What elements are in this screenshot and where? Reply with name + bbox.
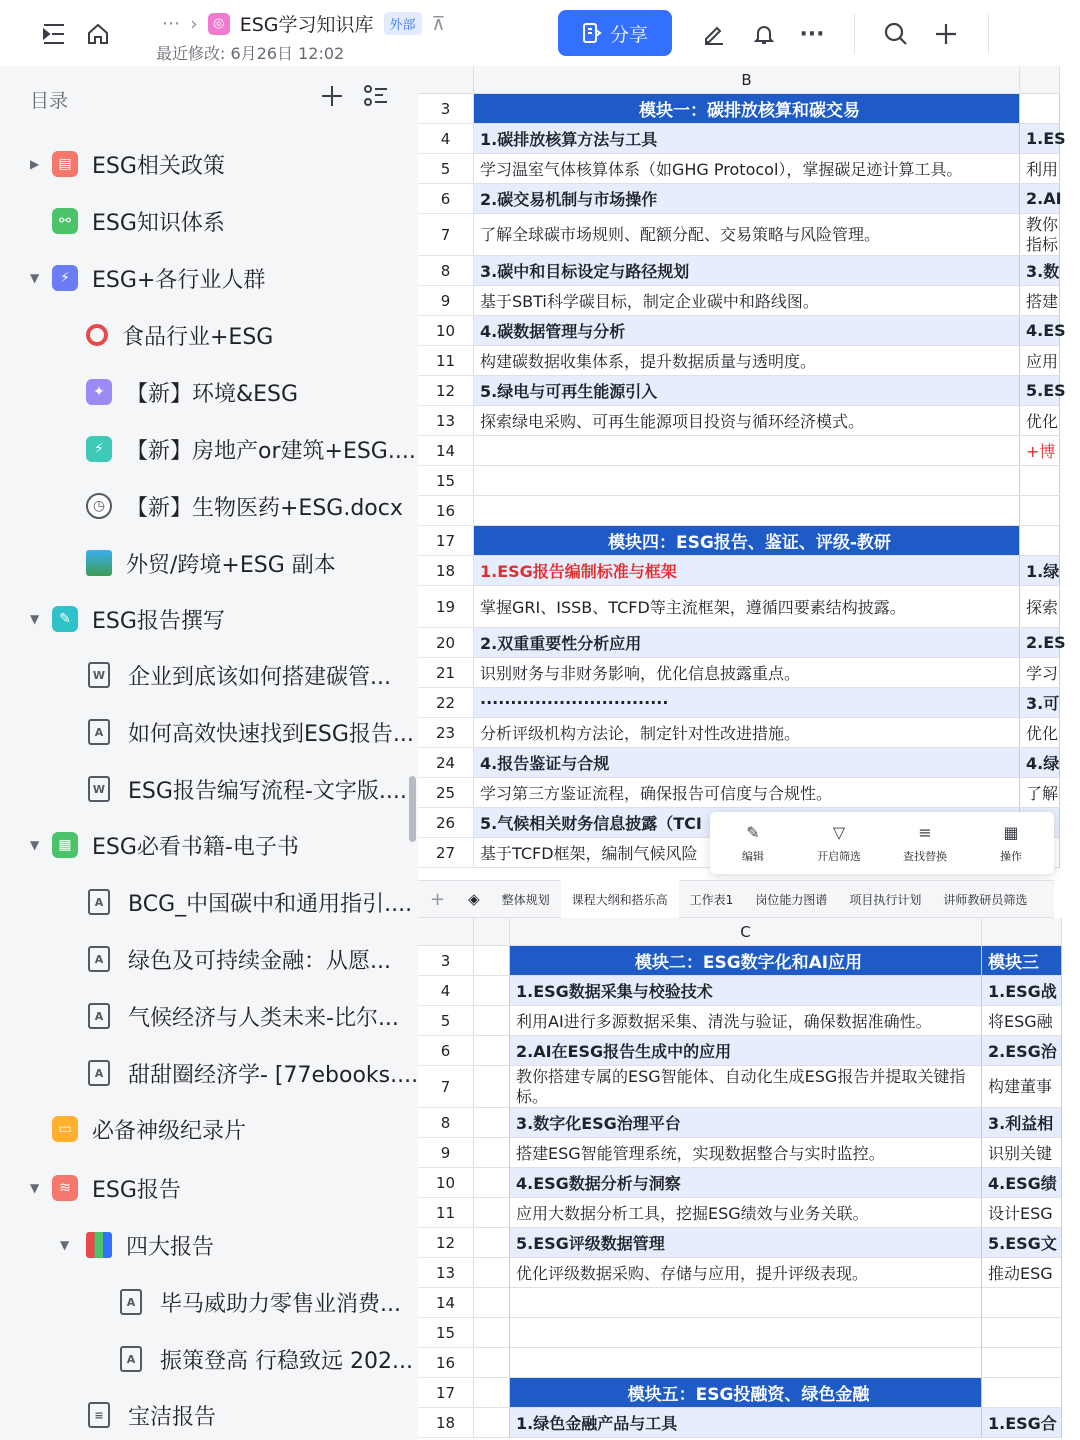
top-bar — [0, 0, 1080, 66]
empty-cell[interactable] — [474, 1348, 510, 1378]
tab-sheet[interactable]: 讲师教研员筛选 — [943, 892, 1028, 907]
row-number[interactable]: 23 — [418, 718, 474, 748]
ops-label: 操作 — [1000, 849, 1022, 863]
add-doc-icon[interactable] — [318, 82, 346, 110]
row-number[interactable]: 20 — [418, 628, 474, 658]
share-icon — [582, 22, 602, 44]
sidebar-item-esg-industry[interactable] — [30, 256, 266, 300]
table-cell[interactable]: 5.气候相关财务信息披露（TCI — [474, 808, 1020, 838]
table-cell[interactable]: 模块三 — [982, 946, 1062, 976]
table-cell[interactable]: 4.ESG数据分析与洞察 — [510, 1168, 982, 1198]
landscape-icon — [86, 550, 112, 576]
breadcrumb-more[interactable]: ··· — [162, 12, 181, 35]
table-cell[interactable] — [982, 1288, 1062, 1318]
collapse-arrow-icon[interactable]: ▼ — [60, 1238, 70, 1252]
table-cell[interactable]: 5.ESG文 — [982, 1228, 1062, 1258]
sidebar-item-label: 振策登高 行稳致远 202... — [160, 1348, 413, 1374]
table-cell[interactable] — [1020, 496, 1060, 526]
folder-red-icon: ▤ — [52, 151, 78, 177]
sidebar-item-big-four[interactable] — [60, 1223, 215, 1267]
sidebar-item-doc[interactable] — [88, 653, 391, 697]
pdf-doc-icon: A — [88, 719, 110, 745]
sidebar-item-label: ESG必看书籍-电子书 — [92, 834, 299, 860]
word-doc-icon: W — [88, 776, 110, 802]
row-number[interactable]: 7 — [418, 214, 474, 256]
table-cell[interactable]: 3.数 — [1020, 256, 1060, 286]
find-label: 查找替换 — [903, 849, 947, 863]
sidebar-item-doc[interactable] — [88, 994, 399, 1038]
table-cell[interactable]: 探索绿电采购、可再生能源项目投资与循环经济模式。 — [474, 406, 1020, 436]
table-cell[interactable]: 5.绿电与可再生能源引入 — [474, 376, 1020, 406]
grid-icon: ▦ — [1003, 822, 1019, 842]
row-number[interactable]: 3 — [418, 94, 474, 124]
table-cell[interactable]: 应用 — [1020, 346, 1060, 376]
row-number[interactable]: 8 — [418, 256, 474, 286]
table-cell[interactable]: 构建碳数据收集体系，提升数据质量与透明度。 — [474, 346, 1020, 376]
collapse-arrow-icon[interactable]: ▼ — [30, 838, 40, 852]
list-settings-icon[interactable] — [362, 82, 390, 110]
filter-button[interactable] — [796, 812, 882, 874]
table-cell[interactable]: 3.可 — [1020, 688, 1060, 718]
row-number[interactable]: 12 — [418, 376, 474, 406]
sidebar-item-label: ESG报告编写流程-文字版.... — [128, 778, 407, 804]
table-cell[interactable]: 学习 — [1020, 658, 1060, 688]
table-cell[interactable] — [474, 496, 1020, 526]
empty-cell[interactable] — [474, 1318, 510, 1348]
collapse-arrow-icon[interactable]: ▼ — [30, 271, 40, 285]
row-number[interactable]: 24 — [418, 748, 474, 778]
bulb-icon: ✦ — [86, 379, 112, 405]
sidebar-item-report-writing[interactable] — [30, 597, 225, 641]
row-number[interactable]: 15 — [418, 1318, 474, 1348]
table-cell[interactable]: 搭建 — [1020, 286, 1060, 316]
column-header-c[interactable] — [1020, 66, 1060, 94]
last-modified: 最近修改: 6月26日 12:02 — [156, 44, 345, 63]
table-cell[interactable]: 掌握GRI、ISSB、TCFD等主流框架，遵循四要素结构披露。 — [474, 586, 1020, 628]
share-button[interactable] — [558, 10, 672, 56]
sidebar-item-trade[interactable] — [86, 541, 336, 585]
video-icon: ▭ — [52, 1116, 78, 1142]
sidebar-item-label: 必备神级纪录片 — [92, 1118, 247, 1144]
table-cell[interactable]: 2.双重重要性分析应用 — [474, 628, 1020, 658]
row-number[interactable]: 14 — [418, 436, 474, 466]
tab-sheet[interactable]: 整体规划 — [501, 892, 550, 907]
cell-action-popup — [710, 812, 1054, 874]
empty-cell[interactable] — [474, 1006, 510, 1036]
row-number[interactable]: 12 — [418, 1228, 474, 1258]
empty-cell[interactable] — [474, 1258, 510, 1288]
sidebar — [0, 66, 418, 1440]
column-header-b[interactable] — [474, 918, 510, 946]
empty-cell[interactable] — [474, 1378, 510, 1408]
sidebar-item-esg-policy[interactable] — [30, 142, 225, 186]
row-number[interactable]: 6 — [418, 1036, 474, 1066]
sidebar-item-doc[interactable] — [120, 1337, 413, 1381]
row-number[interactable]: 26 — [418, 808, 474, 838]
empty-cell[interactable] — [474, 1198, 510, 1228]
chat-icon: ✎ — [52, 606, 78, 632]
row-number[interactable]: 4 — [418, 124, 474, 154]
table-cell[interactable]: 推动ESG — [982, 1258, 1062, 1288]
table-cell[interactable]: +博 — [1020, 436, 1060, 466]
table-cell[interactable]: 探索 — [1020, 586, 1060, 628]
chevron-right-icon: › — [190, 12, 198, 35]
table-cell[interactable]: 学习温室气体核算体系（如GHG Protocol），掌握碳足迹计算工具。 — [474, 154, 1020, 184]
home-icon[interactable] — [82, 18, 114, 50]
row-number[interactable]: 19 — [418, 586, 474, 628]
table-cell[interactable]: 基于SBTi科学碳目标，制定企业碳中和路线图。 — [474, 286, 1020, 316]
table-cell[interactable]: 设计ESG — [982, 1198, 1062, 1228]
empty-cell[interactable] — [474, 1108, 510, 1138]
table-cell[interactable]: 2.碳交易机制与市场操作 — [474, 184, 1020, 214]
filter-label: 开启筛选 — [817, 849, 861, 863]
row-number[interactable]: 17 — [418, 526, 474, 556]
clock-icon: ◷ — [86, 493, 112, 519]
table-cell[interactable] — [1020, 466, 1060, 496]
layers-icon[interactable]: ◈ — [468, 890, 480, 908]
external-tag: 外部 — [384, 12, 422, 35]
table-cell[interactable]: 2.ESG治 — [982, 1036, 1062, 1066]
collapse-arrow-icon[interactable]: ▼ — [30, 612, 40, 626]
sidebar-item-label: BCG_中国碳中和通用指引.... — [128, 891, 413, 917]
row-number[interactable]: 6 — [418, 184, 474, 214]
spreadsheet-top — [418, 66, 1066, 880]
row-number[interactable]: 10 — [418, 1168, 474, 1198]
column-header-b[interactable]: B — [474, 66, 1020, 94]
row-number[interactable]: 9 — [418, 1138, 474, 1168]
table-cell[interactable]: 利用 — [1020, 154, 1060, 184]
row-number[interactable]: 9 — [418, 286, 474, 316]
sidebar-item-environment[interactable] — [86, 370, 298, 414]
add-sheet-icon[interactable]: + — [430, 888, 446, 910]
table-cell[interactable]: 2.AI — [1020, 184, 1060, 214]
row-number[interactable]: 11 — [418, 346, 474, 376]
collapse-arrow-icon[interactable]: ▼ — [30, 1181, 40, 1195]
table-cell[interactable]: 3.碳中和目标设定与路径规划 — [474, 256, 1020, 286]
empty-cell[interactable] — [474, 946, 510, 976]
mindmap-icon: ⚯ — [52, 208, 78, 234]
sidebar-item-esg-knowledge[interactable] — [52, 199, 225, 243]
divider — [854, 14, 855, 54]
sidebar-item-food[interactable] — [86, 313, 273, 357]
table-cell[interactable] — [982, 1348, 1062, 1378]
sidebar-item-documentary[interactable] — [52, 1107, 246, 1151]
table-cell[interactable]: 2.AI在ESG报告生成中的应用 — [510, 1036, 982, 1066]
table-cell[interactable]: 4.ES — [1020, 316, 1060, 346]
table-cell[interactable]: 4.ESG绩 — [982, 1168, 1062, 1198]
table-cell[interactable]: 1.ESG数据采集与校验技术 — [510, 976, 982, 1006]
sidebar-item-doc[interactable] — [88, 1051, 418, 1095]
table-cell[interactable]: 优化 — [1020, 406, 1060, 436]
row-number[interactable]: 5 — [418, 1006, 474, 1036]
sidebar-item-label: ESG报告撰写 — [92, 608, 225, 634]
module-header-cell[interactable]: 模块二：ESG数字化和AI应用 — [510, 946, 982, 976]
table-cell[interactable]: 了解 — [1020, 778, 1060, 808]
column-header-c[interactable]: C — [510, 918, 982, 946]
table-cell[interactable] — [510, 1288, 982, 1318]
row-number[interactable]: 22 — [418, 688, 474, 718]
table-cell[interactable]: 教你 指标 — [1020, 214, 1060, 256]
filter-icon: ▽ — [832, 822, 846, 842]
sidebar-item-label: 企业到底该如何搭建碳管... — [128, 664, 391, 690]
more-icon[interactable]: ··· — [799, 21, 825, 47]
knowledge-base-name[interactable]: ESG学习知识库 — [239, 14, 374, 36]
row-number[interactable]: 11 — [418, 1198, 474, 1228]
table-cell[interactable] — [474, 466, 1020, 496]
pdf-doc-icon: A — [88, 946, 110, 972]
table-cell[interactable]: 搭建ESG智能管理系统，实现数据整合与实时监控。 — [510, 1138, 982, 1168]
empty-cell[interactable] — [474, 1036, 510, 1066]
table-cell[interactable]: 1.绿色金融产品与工具 — [510, 1408, 982, 1438]
add-icon[interactable] — [930, 18, 962, 50]
module-header-cell[interactable]: 模块一：碳排放核算和碳交易 — [474, 94, 1020, 124]
table-cell[interactable]: 了解全球碳市场规则、配额分配、交易策略与风险管理。 — [474, 214, 1020, 256]
empty-cell[interactable] — [474, 1138, 510, 1168]
pdf-doc-icon: A — [120, 1346, 142, 1372]
tab-sheet-active[interactable]: 课程大纲和搭乐高 — [561, 880, 679, 918]
sidebar-item-ebooks[interactable] — [30, 823, 299, 867]
chart-icon — [86, 1232, 112, 1258]
lightning-icon: ⚡ — [86, 436, 112, 462]
row-number[interactable]: 7 — [418, 1066, 474, 1108]
lightning-icon: ⚡ — [52, 265, 78, 291]
tab-sheet[interactable]: 项目执行计划 — [849, 892, 922, 907]
table-cell[interactable]: 4.报告鉴证与合规 — [474, 748, 1020, 778]
row-number[interactable]: 21 — [418, 658, 474, 688]
row-number[interactable]: 16 — [418, 1348, 474, 1378]
sidebar-scrollbar[interactable] — [409, 776, 416, 842]
table-cell[interactable]: 1.ESG合 — [982, 1408, 1062, 1438]
row-number[interactable]: 13 — [418, 1258, 474, 1288]
table-cell[interactable]: 3.利益相 — [982, 1108, 1062, 1138]
row-number[interactable]: 17 — [418, 1378, 474, 1408]
table-cell[interactable]: 1.碳排放核算方法与工具 — [474, 124, 1020, 154]
column-header-d[interactable] — [982, 918, 1062, 946]
table-cell[interactable]: 应用大数据分析工具，挖掘ESG绩效与业务关联。 — [510, 1198, 982, 1228]
table-cell[interactable]: 2.ES — [1020, 628, 1060, 658]
select-all-corner[interactable] — [418, 66, 474, 94]
table-cell[interactable]: 3.数字化ESG治理平台 — [510, 1108, 982, 1138]
sidebar-item-label: 【新】房地产or建筑+ESG.... — [126, 438, 416, 464]
sheet-tabs — [418, 880, 1054, 918]
table-icon: ▦ — [52, 832, 78, 858]
sidebar-item-label: ESG知识体系 — [92, 210, 225, 236]
sidebar-item-doc[interactable] — [88, 880, 412, 924]
sidebar-item-label: ESG报告 — [92, 1177, 181, 1203]
pin-icon[interactable]: ⊼ — [431, 12, 446, 35]
module-header-cell[interactable]: 模块五：ESG投融资、绿色金融 — [510, 1378, 982, 1408]
spreadsheet-bottom — [418, 918, 1057, 1440]
table-cell[interactable]: 构建董事 — [982, 1066, 1062, 1108]
table-cell[interactable]: 1.ESG报告编制标准与框架 — [474, 556, 1020, 586]
table-cell[interactable]: 优化 — [1020, 718, 1060, 748]
circle-icon — [86, 324, 108, 346]
sidebar-item-label: ESG+各行业人群 — [92, 267, 266, 293]
table-cell[interactable]: 利用AI进行多源数据采集、清洗与验证，确保数据准确性。 — [510, 1006, 982, 1036]
pdf-doc-icon: A — [88, 1060, 110, 1086]
table-cell[interactable] — [474, 436, 1020, 466]
find-replace-button[interactable] — [882, 812, 968, 874]
sidebar-item-label: 食品行业+ESG — [122, 324, 274, 350]
sidebar-item-label: 如何高效快速找到ESG报告... — [128, 721, 414, 747]
table-cell[interactable]: 识别关键 — [982, 1138, 1062, 1168]
sidebar-item-label: 【新】环境&ESG — [126, 381, 299, 407]
pencil-icon: ✎ — [746, 822, 760, 842]
select-all-corner[interactable] — [418, 918, 474, 946]
sidebar-item-esg-reports[interactable] — [30, 1166, 181, 1210]
sidebar-title: 目录 — [30, 90, 69, 112]
edit-icon[interactable] — [698, 18, 730, 50]
operations-button[interactable] — [968, 812, 1054, 874]
sidebar-item-label: 绿色及可持续金融：从愿... — [128, 948, 391, 974]
module-header-cell[interactable]: 模块四：ESG报告、鉴证、评级-教研 — [474, 526, 1020, 556]
sidebar-item-doc[interactable] — [88, 767, 407, 811]
table-cell[interactable]: ······························· — [474, 688, 1020, 718]
row-number[interactable]: 13 — [418, 406, 474, 436]
table-cell[interactable] — [510, 1348, 982, 1378]
table-cell[interactable]: 5.ES — [1020, 376, 1060, 406]
sidebar-item-real-estate[interactable] — [86, 427, 416, 471]
row-number[interactable]: 5 — [418, 154, 474, 184]
sidebar-item-label: ESG相关政策 — [92, 153, 225, 179]
row-number[interactable]: 18 — [418, 1408, 474, 1438]
edit-label: 编辑 — [742, 849, 764, 863]
sidebar-item-label: 【新】生物医药+ESG.docx — [126, 495, 403, 521]
table-cell[interactable]: 1.ES — [1020, 124, 1060, 154]
share-label: 分享 — [609, 23, 648, 46]
table-cell[interactable]: 识别财务与非财务影响，优化信息披露重点。 — [474, 658, 1020, 688]
tab-sheet[interactable]: 岗位能力图谱 — [755, 892, 828, 907]
empty-cell[interactable] — [474, 1066, 510, 1108]
table-cell[interactable]: 4.绿 — [1020, 748, 1060, 778]
table-cell[interactable] — [1020, 94, 1060, 124]
pdf-doc-icon: A — [120, 1289, 142, 1315]
row-number[interactable]: 14 — [418, 1288, 474, 1318]
find-replace-icon: ≡ — [918, 822, 932, 842]
empty-cell[interactable] — [474, 1228, 510, 1258]
breadcrumb — [162, 10, 445, 37]
empty-cell[interactable] — [474, 1168, 510, 1198]
row-number[interactable]: 27 — [418, 838, 474, 868]
sidebar-item-biomed[interactable] — [86, 484, 403, 528]
tab-sheet[interactable]: 工作表1 — [689, 892, 734, 907]
row-number[interactable]: 10 — [418, 316, 474, 346]
search-icon[interactable] — [880, 18, 912, 50]
table-cell[interactable]: 将ESG融 — [982, 1006, 1062, 1036]
sidebar-item-label: 气候经济与人类未来-比尔... — [128, 1005, 399, 1031]
sidebar-item-doc[interactable] — [120, 1280, 401, 1324]
sidebar-item-label: 甜甜圈经济学- [77ebooks.... — [128, 1062, 419, 1088]
table-cell[interactable]: 学习第三方鉴证流程，确保报告可信度与合规性。 — [474, 778, 1020, 808]
table-cell[interactable] — [1020, 526, 1060, 556]
expand-arrow-icon[interactable]: ▶ — [30, 157, 40, 171]
empty-cell[interactable] — [474, 976, 510, 1006]
row-number[interactable]: 25 — [418, 778, 474, 808]
sidebar-item-label: 宝洁报告 — [128, 1404, 217, 1430]
row-number[interactable]: 15 — [418, 466, 474, 496]
sidebar-item-doc[interactable] — [88, 710, 414, 754]
table-cell[interactable]: 1.绿 — [1020, 556, 1060, 586]
table-cell[interactable]: 分析评级机构方法论，制定针对性改进措施。 — [474, 718, 1020, 748]
sidebar-item-doc[interactable] — [88, 1393, 216, 1437]
divider — [988, 14, 989, 54]
edit-button[interactable] — [710, 812, 796, 874]
table-cell[interactable]: 5.ESG评级数据管理 — [510, 1228, 982, 1258]
pdf-doc-icon: A — [88, 889, 110, 915]
pdf-doc-icon: A — [88, 1003, 110, 1029]
row-number[interactable]: 16 — [418, 496, 474, 526]
table-cell[interactable]: 优化评级数据采购、存储与应用，提升评级表现。 — [510, 1258, 982, 1288]
table-cell[interactable] — [510, 1318, 982, 1348]
table-cell[interactable]: 1.ESG战 — [982, 976, 1062, 1006]
table-cell[interactable] — [982, 1378, 1062, 1408]
table-cell[interactable]: 教你搭建专属的ESG智能体、自动化生成ESG报告并提取关键指标。 — [510, 1066, 982, 1108]
sidebar-item-label: 毕马威助力零售业消费... — [160, 1291, 401, 1317]
word-doc-icon: W — [88, 662, 110, 688]
sidebar-item-label: 外贸/跨境+ESG 副本 — [126, 552, 336, 578]
empty-cell[interactable] — [474, 1288, 510, 1318]
row-number[interactable]: 4 — [418, 976, 474, 1006]
collapse-sidebar-icon[interactable] — [38, 18, 70, 50]
sidebar-item-doc[interactable] — [88, 937, 391, 981]
row-number[interactable]: 3 — [418, 946, 474, 976]
row-number[interactable]: 8 — [418, 1108, 474, 1138]
bell-icon[interactable] — [748, 18, 780, 50]
folder-red-icon: ≋ — [52, 1175, 78, 1201]
table-cell[interactable]: 4.碳数据管理与分析 — [474, 316, 1020, 346]
table-cell[interactable]: 基于TCFD框架，编制气候风险 — [474, 838, 1020, 868]
empty-cell[interactable] — [474, 1408, 510, 1438]
knowledge-base-icon: ◎ — [208, 13, 230, 35]
row-number[interactable]: 18 — [418, 556, 474, 586]
sidebar-item-label: 四大报告 — [126, 1234, 215, 1260]
doc-icon: ≡ — [88, 1402, 110, 1428]
table-cell[interactable] — [982, 1318, 1062, 1348]
